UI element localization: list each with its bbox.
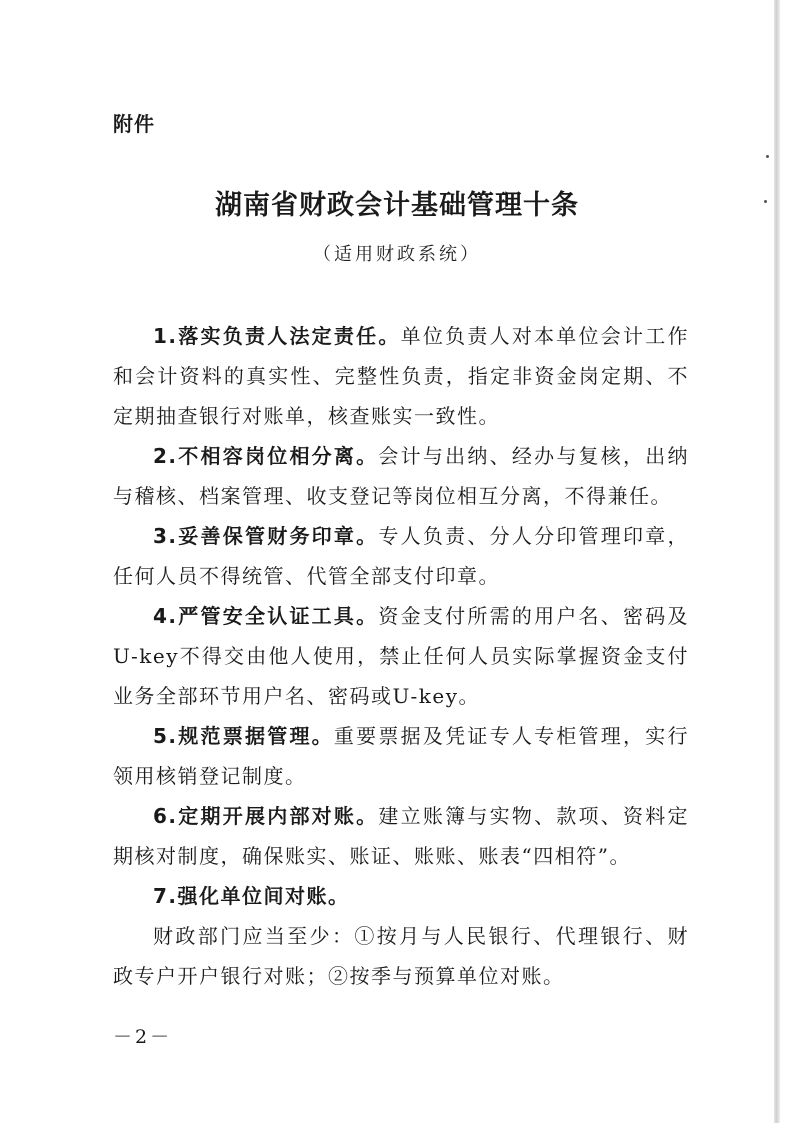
item-heading: 6.定期开展内部对账。 [153, 804, 379, 828]
item-paragraph-1 [113, 316, 689, 436]
item-heading: 5.规范票据管理。 [153, 724, 334, 748]
scan-edge-shadow [774, 0, 780, 1123]
item-text: 资金支付所需的用户名、密码及U-key不得交由他人使用，禁止任何人员实际掌握资金支付业务全部环节用户名、密码或U-key。 [113, 604, 690, 708]
extra-paragraph: 财政部门应当至少：①按月与人民银行、代理银行、财政专户开户银行对账；②按季与预算单位对账。 [113, 924, 689, 988]
item-heading: 4.严管安全认证工具。 [153, 604, 379, 628]
item-text: 单位负责人对本单位会计工作和会计资料的真实性、完整性负责，指定非资金岗定期、不定期抽查银行对账单，核查账实一致性。 [113, 324, 690, 428]
item-heading: 1.落实负责人法定责任。 [153, 324, 401, 348]
page-number: －2－ [113, 1026, 173, 1048]
item-heading: 7.强化单位间对账。 [153, 884, 350, 908]
item-paragraph-4 [113, 596, 689, 716]
document-body [113, 316, 689, 996]
document-subtitle: （适用财政系统） [313, 244, 481, 265]
item-text: 建立账簿与实物、款项、资料定期核对制度，确保账实、账证、账账、账表“四相符”。 [113, 804, 690, 868]
item-paragraph-5 [113, 716, 689, 796]
item-text: 专人负责、分人分印管理印章，任何人员不得统管、代管全部支付印章。 [113, 524, 690, 588]
document-title: 湖南省财政会计基础管理十条 [215, 190, 579, 221]
item-heading: 3.妥善保管财务印章。 [153, 524, 379, 548]
item-paragraph-6 [113, 796, 689, 876]
item-paragraph-3 [113, 516, 689, 596]
attachment-label: 附件 [113, 112, 155, 136]
item-text: 重要票据及凭证专人专柜管理，实行领用核销登记制度。 [113, 724, 689, 788]
scan-speck [766, 155, 769, 158]
item-heading: 2.不相容岗位相分离。 [153, 444, 379, 468]
item-text: 会计与出纳、经办与复核，出纳与稽核、档案管理、收支登记等岗位相互分离，不得兼任。 [113, 444, 690, 508]
item-paragraph-7 [113, 876, 689, 916]
item-paragraph-2 [113, 436, 689, 516]
